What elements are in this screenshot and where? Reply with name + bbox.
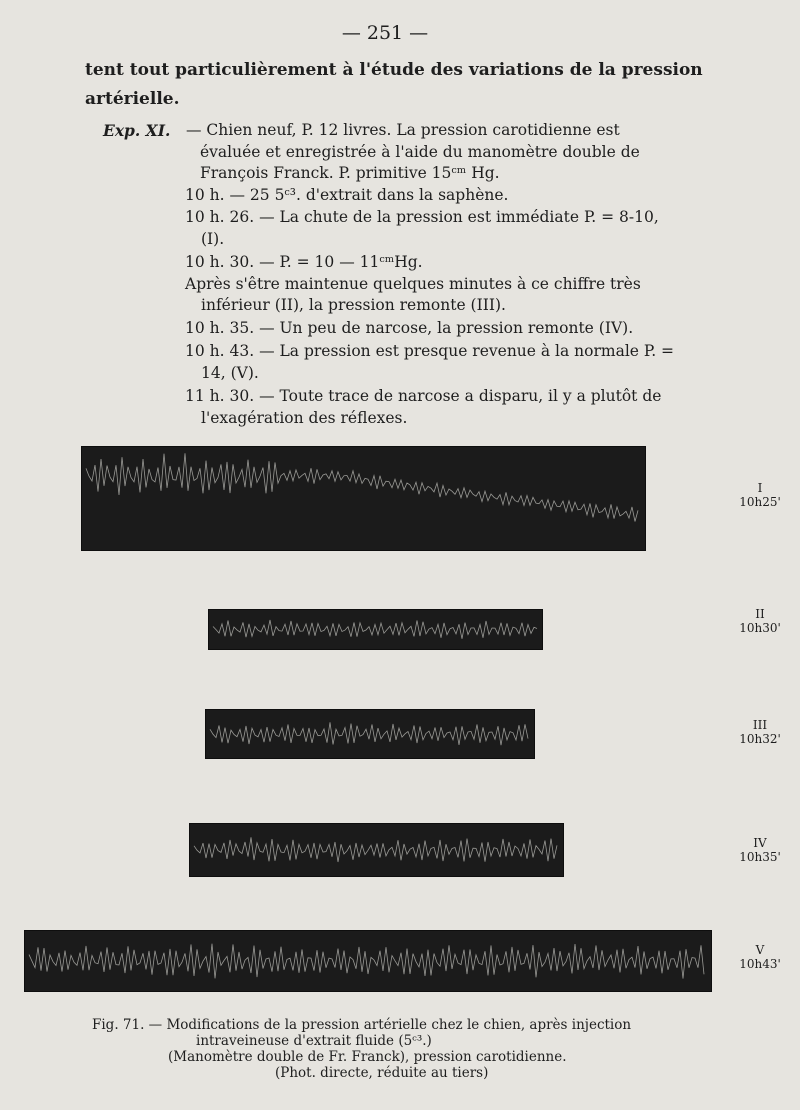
trace-label-IV — [728, 836, 792, 864]
trace-time: 10h32' — [739, 732, 781, 746]
trace-label-V — [728, 943, 792, 971]
entry-10h43: 10 h. 43. — La pression est presque revenue à la normale P. = — [185, 342, 675, 360]
entry-11h30-cont: l'exagération des réflexes. — [201, 409, 408, 427]
trace-line — [29, 944, 704, 979]
figure-caption-line-3: (Manomètre double de Fr. Franck), pression carotidienne. — [168, 1049, 567, 1065]
figure-caption-line-4: (Phot. directe, réduite au tiers) — [275, 1065, 489, 1081]
trace-numeral: IV — [753, 836, 767, 850]
trace-numeral: II — [755, 607, 765, 621]
trace-label-III — [728, 718, 792, 746]
intro-line-2: artérielle. — [85, 89, 180, 109]
pressure-trace-IV — [190, 824, 563, 876]
trace-time: 10h25' — [739, 495, 781, 509]
trace-time: 10h35' — [739, 850, 781, 864]
exp-line-2: évaluée et enregistrée à l'aide du manomètre double de — [200, 143, 640, 161]
trace-numeral: III — [752, 718, 768, 732]
entry-10h: 10 h. — 25 5ᶜ³. d'extrait dans la saphène. — [185, 186, 509, 204]
trace-numeral: V — [755, 943, 765, 957]
entry-apres-cont: inférieur (II), la pression remonte (III). — [201, 296, 506, 314]
entry-10h30: 10 h. 30. — P. = 10 — 11ᶜᵐHg. — [185, 253, 423, 271]
entry-10h26-cont: (I). — [201, 230, 225, 248]
exp-label: Exp. XI. — [103, 121, 171, 140]
pressure-trace-I — [82, 447, 645, 550]
trace-time: 10h43' — [739, 957, 781, 971]
figure-caption-line-2: intraveineuse d'extrait fluide (5ᶜ³.) — [196, 1033, 432, 1049]
trace-time: 10h30' — [739, 621, 781, 635]
page-number: — 251 — — [341, 22, 429, 44]
trace-line — [194, 837, 557, 862]
entry-10h35: 10 h. 35. — Un peu de narcose, la pression remonte (IV). — [185, 319, 634, 337]
pressure-trace-V — [25, 931, 711, 991]
trace-line — [210, 722, 528, 745]
trace-label-II — [728, 607, 792, 635]
entry-10h43-cont: 14, (V). — [201, 364, 259, 382]
pressure-trace-II — [209, 610, 542, 649]
figure-caption-line-1: Fig. 71. — Modifications de la pression artérielle chez le chien, après injection — [92, 1017, 632, 1033]
entry-11h30: 11 h. 30. — Toute trace de narcose a disparu, il y a plutôt de — [185, 387, 662, 405]
trace-numeral: I — [757, 481, 763, 495]
trace-label-I — [728, 481, 792, 509]
trace-line — [86, 453, 638, 521]
exp-line-1: — Chien neuf, P. 12 livres. La pression carotidienne est — [186, 121, 620, 139]
trace-line — [213, 620, 537, 639]
pressure-trace-III — [206, 710, 534, 758]
entry-apres: Après s'être maintenue quelques minutes à ce chiffre très — [185, 275, 641, 293]
entry-10h26: 10 h. 26. — La chute de la pression est immédiate P. = 8-10, — [185, 208, 659, 226]
intro-line-1: tent tout particulièrement à l'étude des variations de la pression — [85, 60, 703, 80]
exp-line-3: François Franck. P. primitive 15ᶜᵐ Hg. — [200, 164, 500, 182]
